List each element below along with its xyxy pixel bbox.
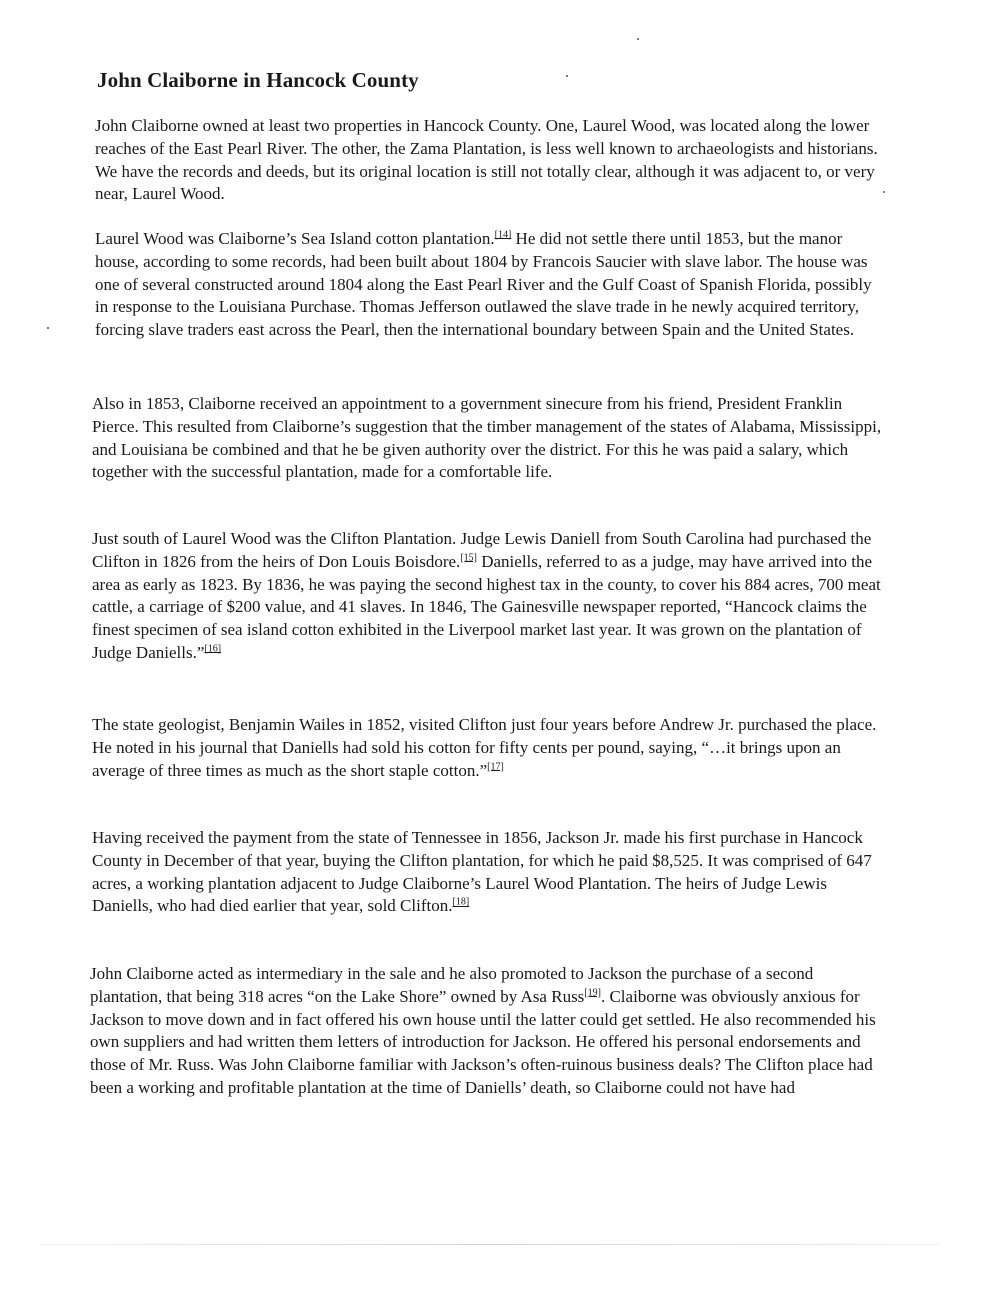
footnote-link-17[interactable]: [17]: [487, 760, 504, 772]
paragraph-text: Also in 1853, Claiborne received an appointment to a government sinecure from his friend, President Franklin Pierce. This resulted from Claiborne’s suggestion that the timber management of the states of Alabama, Mississippi, and Louisiana be combined and that he be given authority over the district. For this he was paid a salary, which together with the successful plantation, made for a comfortable life.: [92, 394, 882, 482]
footnote-link-16[interactable]: [16]: [204, 643, 222, 655]
scan-artifact-line: [40, 1244, 940, 1245]
paragraph-7: [90, 963, 880, 1100]
paragraph-2: [95, 228, 885, 342]
paragraph-4: [92, 528, 882, 665]
paragraph-text: John Claiborne owned at least two properties in Hancock County. One, Laurel Wood, was located along the lower reaches of the East Pearl River. The other, the Zama Plantation, is less well known to archaeologists and historians. We have the records and deeds, but its original location is still not totally clear, although it was adjacent to, or very near, Laurel Wood.: [95, 116, 878, 204]
paragraph-text: Having received the payment from the state of Tennessee in 1856, Jackson Jr. made his first purchase in Hancock County in December of that year, buying the Clifton plantation, for which he paid $8,525. It was comprised of 647 acres, a working plantation adjacent to Judge Claiborne’s Laurel Wood Plantation. The heirs of Judge Lewis Daniells, who had died earlier that year, sold Clifton.: [92, 828, 872, 916]
scan-speck: [47, 327, 49, 329]
scan-speck: [883, 191, 885, 193]
footnote-link-18[interactable]: [18]: [452, 896, 470, 908]
paragraph-3: [92, 393, 882, 484]
paragraph-6: [92, 827, 882, 918]
footnote-link-14[interactable]: [14]: [494, 229, 512, 241]
paragraph-text: . Claiborne was obviously anxious for Jackson to move down and in fact offered his own house until the latter could get settled. He also recommended his own suppliers and had written them letters of introduction for Jackson. He offered his personal endorsements and those of Mr. Russ. Was John Claiborne familiar with Jackson’s often-ruinous business deals? The Clifton place had been a working and profitable plantation at the time of Daniells’ death, so Claiborne could not have had: [90, 986, 876, 1097]
scan-speck: [637, 38, 639, 40]
paragraph-text: He did not settle there until 1853, but the manor house, according to some records, had been built about 1804 by Francois Saucier with slave labor. The house was one of several constructed around 1804 along the East Pearl River and the Gulf Coast of Spanish Florida, possibly in response to the Louisiana Purchase. Thomas Jefferson outlawed the slave trade in he newly acquired territory, forcing slave traders east across the Pearl, then the international boundary between Spain and the United States.: [95, 229, 872, 340]
paragraph-text: Daniells, referred to as a judge, may have arrived into the area as early as 1823. By 1836, he was paying the second highest tax in the county, to cover his 884 acres, 700 meat cattle, a carriage of $200 value, and 41 slaves. In 1846, The Gainesville newspaper reported, “Hancock claims the finest specimen of sea island cotton exhibited in the Liverpool market last year. It was grown on the plantation of Judge Daniells.”: [92, 551, 881, 662]
paragraph-text: Laurel Wood was Claiborne’s Sea Island cotton plantation.: [95, 229, 495, 248]
scan-speck: [566, 75, 568, 77]
paragraph-5: [92, 714, 882, 782]
footnote-link-19[interactable]: [19]: [584, 987, 601, 999]
footnote-link-15[interactable]: [15]: [460, 552, 477, 564]
paragraph-text: Just south of Laurel Wood was the Clifton Plantation. Judge Lewis Daniell from South Carolina had purchased the Clifton in 1826 from the heirs of Don Louis Boisdore.: [92, 529, 872, 571]
paragraph-text: John Claiborne acted as intermediary in the sale and he also promoted to Jackson the purchase of a second plantation, that being 318 acres “on the Lake Shore” owned by Asa Russ: [90, 964, 814, 1006]
document-title: John Claiborne in Hancock County: [97, 68, 419, 92]
paragraph-1: [95, 115, 885, 206]
paragraph-text: The state geologist, Benjamin Wailes in 1852, visited Clifton just four years before Andrew Jr. purchased the place. He noted in his journal that Daniells had sold his cotton for fifty cents per pound, saying, “…it brings upon an average of three times as much as the short staple cotton.”: [92, 715, 877, 780]
